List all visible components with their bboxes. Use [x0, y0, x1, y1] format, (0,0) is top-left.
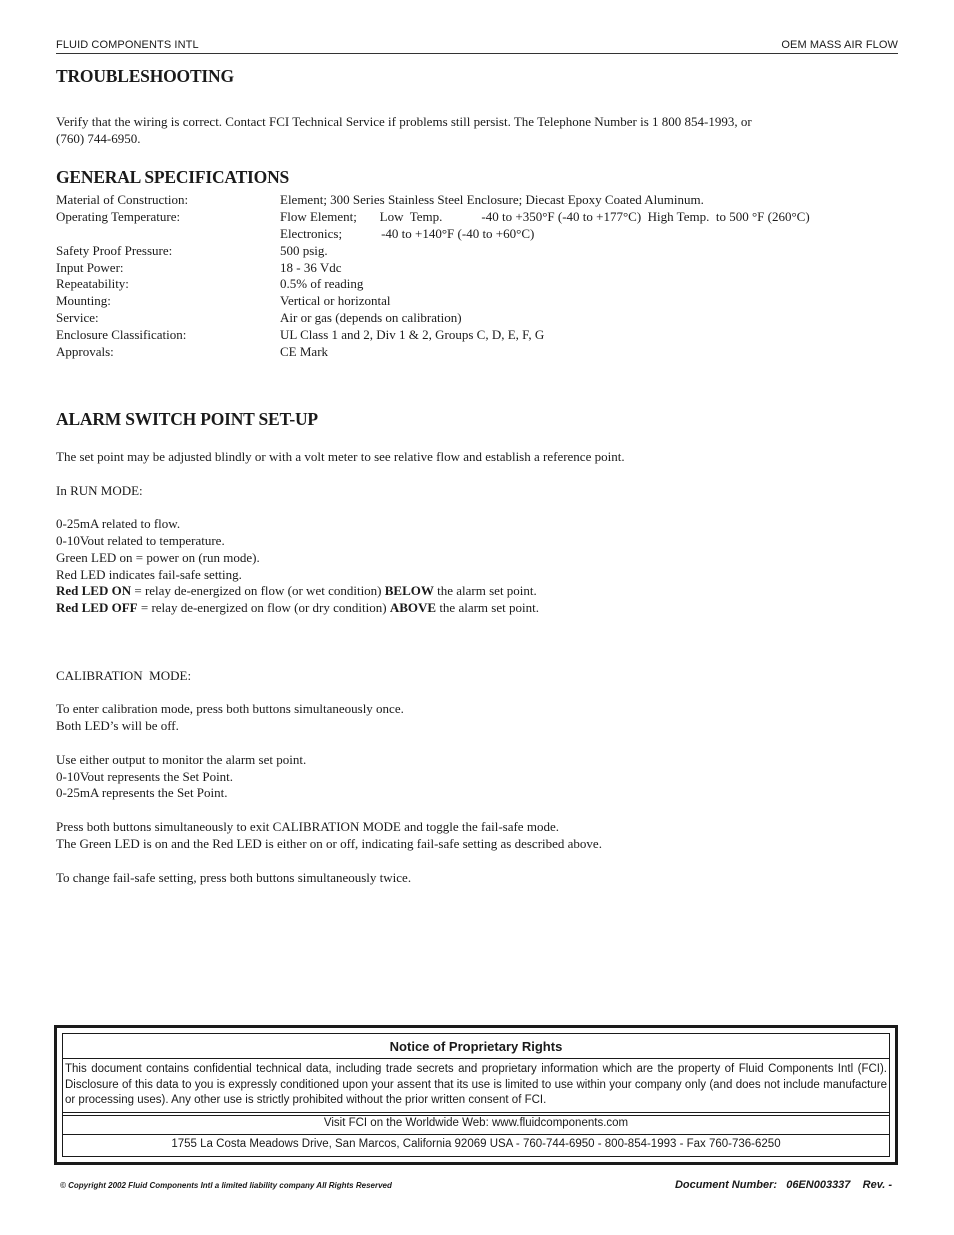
troubleshooting-text-line1: Verify that the wiring is correct. Contact FCI Technical Service if problems still persist. The Telephone Number is 1 800 854-1993, or [56, 114, 752, 129]
spec-label: Approvals: [56, 344, 114, 359]
alarm-heading: ALARM SWITCH POINT SET-UP [56, 409, 318, 429]
spec-value: Element; 300 Series Stainless Steel Enclosure; Diecast Epoxy Coated Aluminum. [280, 192, 704, 207]
notice-divider [63, 1115, 889, 1116]
above-keyword: ABOVE [389, 600, 437, 615]
spec-label: Mounting: [56, 293, 111, 308]
spec-value: CE Mark [280, 344, 329, 359]
spec-label: Operating Temperature: [56, 209, 181, 224]
red-led-on-text: = relay de-energized on flow (or wet condition) [131, 583, 385, 598]
below-keyword: BELOW [384, 583, 434, 598]
calibration-line: To change fail-safe setting, press both buttons simultaneously twice. [56, 870, 412, 885]
spec-label: Service: [56, 310, 99, 325]
notice-divider [63, 1058, 889, 1059]
spec-label: Safety Proof Pressure: [56, 243, 173, 258]
run-mode-line: Green LED on = power on (run mode). [56, 550, 260, 565]
red-led-off-end: the alarm set point. [436, 600, 539, 615]
troubleshooting-heading: TROUBLESHOOTING [56, 66, 234, 86]
spec-value: 500 psig. [280, 243, 328, 258]
spec-value: 0.5% of reading [280, 276, 364, 291]
calibration-mode-label: CALIBRATION MODE: [56, 668, 192, 683]
spec-label: Material of Construction: [56, 192, 189, 207]
notice-body: This document contains confidential technical data, including trade secrets and proprietary information which are the property of Fluid Components Intl (FCI). Disclosure of this data to you is expressly conditioned upon your assent that its use is limited to use within your company only (and does not include manufacture or processing uses). Any other use is strictly prohibited without the prior written consent of FCI. [65, 1063, 887, 1106]
header-divider [56, 53, 898, 54]
alarm-intro: The set point may be adjusted blindly or with a volt meter to see relative flow and establish a reference point. [56, 449, 625, 464]
notice-title: Notice of Proprietary Rights [389, 1039, 563, 1054]
notice-website: Visit FCI on the Worldwide Web: www.fluidcomponents.com [323, 1117, 629, 1129]
calibration-line: Use either output to monitor the alarm set point. [56, 752, 307, 767]
calibration-line: The Green LED is on and the Red LED is either on or off, indicating fail-safe setting as described above. [56, 836, 602, 851]
calibration-line: To enter calibration mode, press both buttons simultaneously once. [56, 701, 404, 716]
spec-value: 18 - 36 Vdc [280, 260, 342, 275]
spec-value: UL Class 1 and 2, Div 1 & 2, Groups C, D, E, F, G [280, 327, 545, 342]
calibration-line: 0-25mA represents the Set Point. [56, 785, 228, 800]
run-mode-line: 0-10Vout related to temperature. [56, 533, 225, 548]
red-led-on-label: Red LED ON [56, 583, 132, 598]
spec-label: Repeatability: [56, 276, 129, 291]
header-company: FLUID COMPONENTS INTL [56, 39, 199, 51]
calibration-line: Press both buttons simultaneously to exit CALIBRATION MODE and toggle the fail-safe mode. [56, 819, 559, 834]
spec-label: Enclosure Classification: [56, 327, 187, 342]
run-mode-line: 0-25mA related to flow. [56, 516, 181, 531]
spec-value: Electronics; -40 to +140°F (-40 to +60°C) [280, 226, 535, 241]
red-led-on-line [56, 582, 537, 599]
run-mode-line: Red LED indicates fail-safe setting. [56, 567, 242, 582]
calibration-line: Both LED’s will be off. [56, 718, 179, 733]
specs-heading: GENERAL SPECIFICATIONS [56, 167, 290, 187]
document-number: Document Number: 06EN003337 Rev. - [674, 1179, 892, 1191]
run-mode-label: In RUN MODE: [56, 483, 143, 498]
calibration-line: 0-10Vout represents the Set Point. [56, 769, 234, 784]
copyright-text: © Copyright 2002 Fluid Components Intl a limited liability company All Rights Reserved [60, 1181, 392, 1190]
spec-value: Air or gas (depends on calibration) [280, 310, 462, 325]
spec-value: Vertical or horizontal [280, 293, 391, 308]
notice-divider [63, 1134, 889, 1135]
red-led-off-line [56, 599, 539, 616]
proprietary-notice-box [54, 1025, 898, 1165]
spec-label: Input Power: [56, 260, 124, 275]
header-product: OEM MASS AIR FLOW [781, 39, 898, 51]
red-led-off-label: Red LED OFF [56, 600, 138, 615]
troubleshooting-text-line2: (760) 744-6950. [56, 131, 141, 146]
spec-value: Flow Element; Low Temp. -40 to +350°F (-40 to +177°C) High Temp. to 500 °F (260°C) [280, 209, 810, 224]
notice-divider [63, 1112, 889, 1113]
red-led-on-end: the alarm set point. [433, 583, 537, 598]
red-led-off-text: = relay de-energized on flow (or dry condition) [137, 600, 390, 615]
notice-address: 1755 La Costa Meadows Drive, San Marcos, California 92069 USA - 760-744-6950 - 800-854-1993 - Fax 760-736-6250 [171, 1138, 781, 1150]
proprietary-notice-frame [62, 1033, 890, 1157]
